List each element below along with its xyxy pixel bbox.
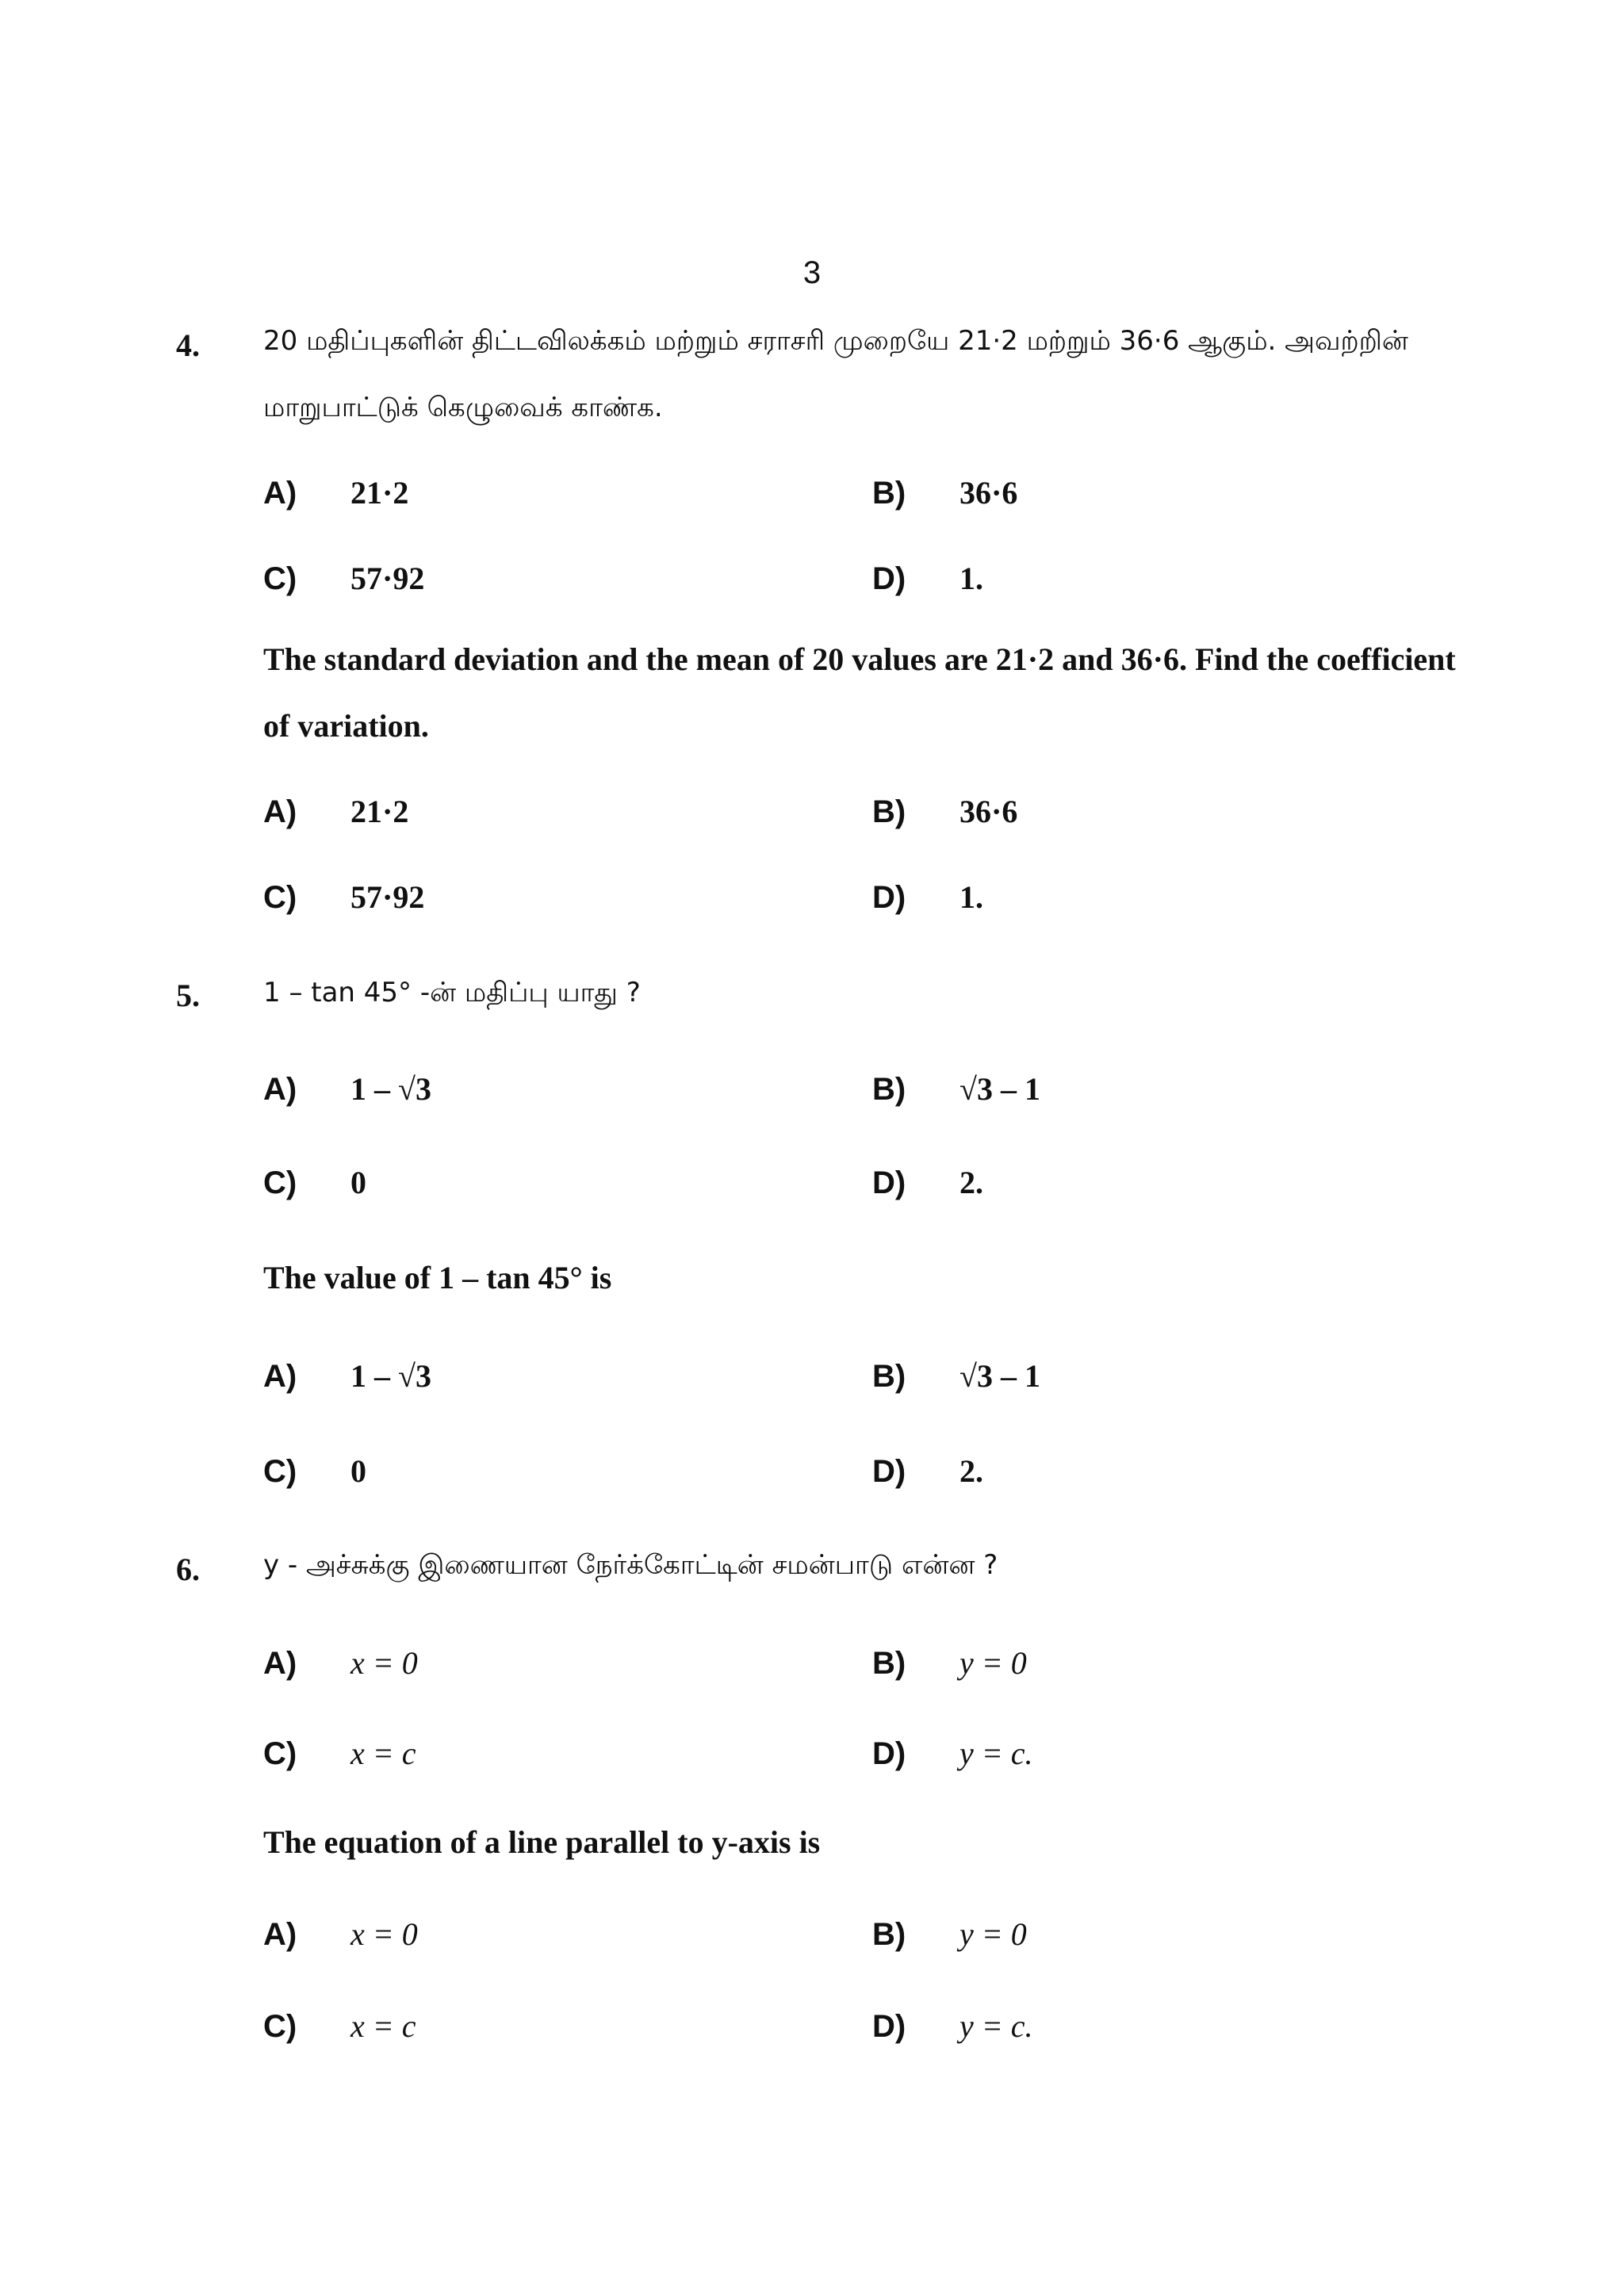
option-label: A) xyxy=(263,476,297,511)
option-a xyxy=(263,1357,431,1395)
option-b xyxy=(872,1070,1040,1108)
option-label: C) xyxy=(263,1736,297,1771)
option-label: A) xyxy=(263,1917,297,1952)
option-value: 1. xyxy=(959,879,983,915)
option-value: y = c. xyxy=(959,2008,1033,2044)
option-value: √3 – 1 xyxy=(959,1071,1040,1107)
option-label: D) xyxy=(872,1736,906,1771)
option-label: D) xyxy=(872,1454,906,1489)
option-label: B) xyxy=(872,476,906,511)
option-value: 21·2 xyxy=(350,475,409,511)
question-stem-tamil: 1 – tan 45° -ன் மதிப்பு யாது ? xyxy=(263,977,641,1008)
option-value: x = 0 xyxy=(350,1645,418,1681)
option-a xyxy=(263,1644,418,1682)
option-value: x = c xyxy=(350,2008,416,2044)
option-value: y = 0 xyxy=(959,1645,1027,1681)
option-label: B) xyxy=(872,1072,906,1107)
option-c xyxy=(263,1735,416,1772)
option-c xyxy=(263,560,424,597)
option-d xyxy=(872,2007,1033,2045)
option-c xyxy=(263,1164,366,1201)
option-c xyxy=(263,878,424,916)
option-label: C) xyxy=(263,1165,297,1200)
option-label: D) xyxy=(872,1165,906,1200)
page-number: 3 xyxy=(802,255,822,290)
option-label: C) xyxy=(263,2009,297,2044)
option-value: y = c. xyxy=(959,1735,1033,1771)
option-label: D) xyxy=(872,2009,906,2044)
option-value: 2. xyxy=(959,1165,983,1200)
option-value: x = 0 xyxy=(350,1916,418,1952)
option-b xyxy=(872,793,1017,830)
question-number: 6. xyxy=(176,1552,200,1587)
option-d xyxy=(872,1164,983,1201)
option-value: 1 – √3 xyxy=(350,1071,431,1107)
option-value: y = 0 xyxy=(959,1916,1027,1952)
option-a xyxy=(263,1070,431,1108)
option-label: A) xyxy=(263,1359,297,1394)
option-value: 57·92 xyxy=(350,879,425,915)
option-d xyxy=(872,878,983,916)
option-value: 21·2 xyxy=(350,794,409,829)
option-value: 36·6 xyxy=(959,794,1018,829)
option-value: √3 – 1 xyxy=(959,1358,1040,1394)
option-label: A) xyxy=(263,1072,297,1107)
question-stem-english: The equation of a line parallel to y-axis is xyxy=(263,1824,821,1860)
question-number: 4. xyxy=(176,327,200,363)
option-a xyxy=(263,1915,418,1953)
option-d xyxy=(872,1735,1033,1772)
option-value: 0 xyxy=(350,1453,366,1489)
option-b xyxy=(872,1644,1027,1682)
option-a xyxy=(263,793,408,830)
option-value: 2. xyxy=(959,1453,983,1489)
option-value: 36·6 xyxy=(959,475,1018,511)
option-c xyxy=(263,2007,416,2045)
option-label: B) xyxy=(872,1917,906,1952)
option-label: D) xyxy=(872,880,906,915)
option-label: B) xyxy=(872,1646,906,1681)
question-number: 5. xyxy=(176,978,200,1013)
option-value: x = c xyxy=(350,1735,416,1771)
option-b xyxy=(872,1357,1040,1395)
option-label: C) xyxy=(263,880,297,915)
option-d xyxy=(872,560,983,597)
option-label: A) xyxy=(263,1646,297,1681)
option-value: 1. xyxy=(959,561,983,596)
option-label: D) xyxy=(872,561,906,596)
option-label: B) xyxy=(872,794,906,829)
option-label: C) xyxy=(263,1454,297,1489)
option-b xyxy=(872,1915,1027,1953)
option-label: A) xyxy=(263,794,297,829)
question-stem-english: The value of 1 – tan 45° is xyxy=(263,1260,612,1295)
option-c xyxy=(263,1452,366,1490)
option-label: C) xyxy=(263,561,297,596)
question-stem-english: The standard deviation and the mean of 20 values are 21·2 and 36·6. Find the coefficient of variation. xyxy=(263,641,1456,744)
option-d xyxy=(872,1452,983,1490)
option-value: 0 xyxy=(350,1165,366,1200)
option-label: B) xyxy=(872,1359,906,1394)
option-b xyxy=(872,474,1017,511)
question-stem-tamil: y - அச்சுக்கு இணையான நேர்க்கோட்டின் சமன்பாடு என்ன ? xyxy=(263,1549,998,1581)
option-value: 57·92 xyxy=(350,561,425,596)
question-stem-tamil: 20 மதிப்புகளின் திட்டவிலக்கம் மற்றும் சராசரி முறையே 21·2 மற்றும் 36·6 ஆகும். அவற்றின் மாறுபாட்டுக் கெழுவைக் காண்க. xyxy=(263,325,1408,423)
option-value: 1 – √3 xyxy=(350,1358,431,1394)
option-a xyxy=(263,474,408,511)
